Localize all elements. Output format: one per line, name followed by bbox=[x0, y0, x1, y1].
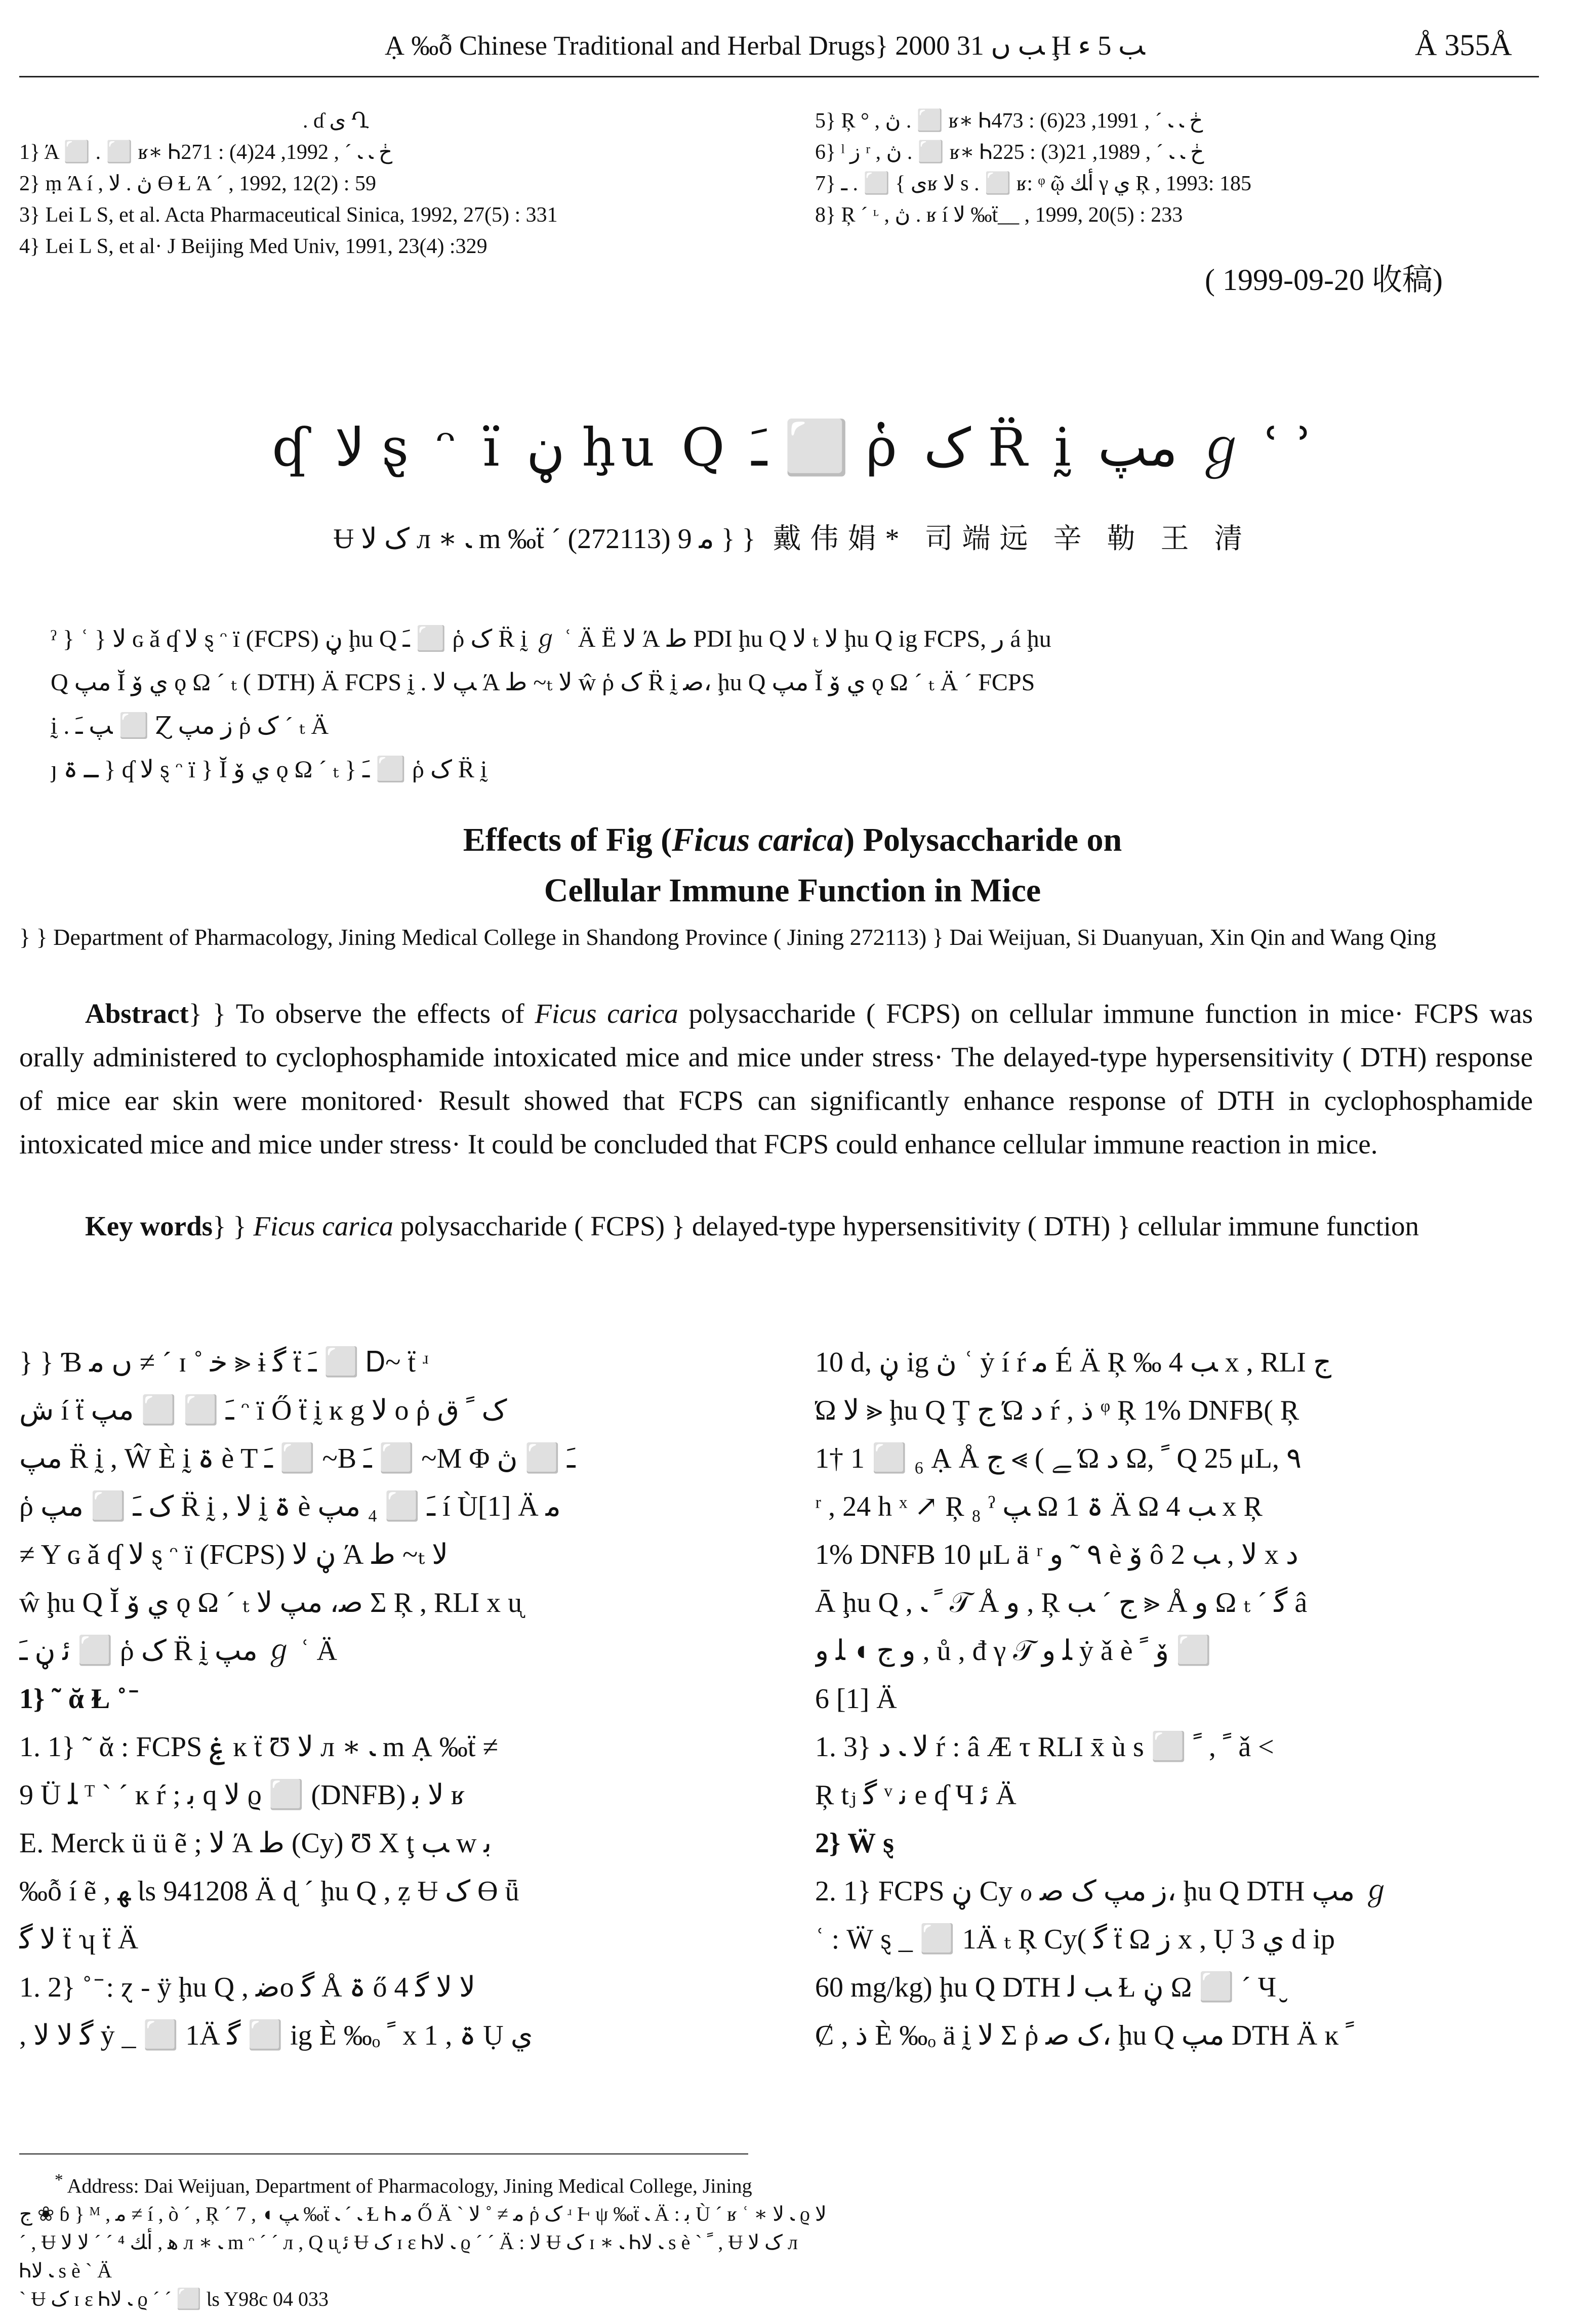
body-line: 1. 1} ˜ ᾰ : FCPS ۼ ĸ ẗ Ʊ ﻻ л ∗ ﹳ m Ạ ‰ẗ ≠ bbox=[19, 1731, 499, 1763]
abstract-line: ˀ } ʿ } ﻻ ɢ ǎ ʠ ﻻ ȿ ᵔ ï (FCPS) ڼ ḩu Q ـَ ⬜ ῥ ک R̈ ḭ ℊ ʿ Ä Ë ﻻ Ά ط PDI ḩu Q ﻻ ₜ ﻻ ḩu Q ig FCPS, ﺭ á ḩu bbox=[51, 626, 1051, 652]
reference-item: 7} ى } ⬜ . ـʁ ﻻ s . ⬜ ʁ: ᵠ ῷ ﺃﻚ γ ي Ŗ , 1993: 185 bbox=[815, 172, 1251, 195]
body-line: ʿ : Ẅ ȿ _ ⬜ 1Ä ₜ Ŗ Cy( ﮔ ẗ Ω ز x , Ụ ي 3 d ip bbox=[815, 1924, 1335, 1955]
body-line: ﺋ ڼ ـَ ⬜ ῥ ک R̈ ḭ ﻣﭗ ℊ ʿ Ä bbox=[19, 1635, 337, 1667]
footnote-line: Ꮒﹳ ﻻ s è ˋ Ä bbox=[19, 2259, 112, 2282]
section-heading: 1} ˜ ᾰ Ɫ ˚ ̄ bbox=[19, 1683, 134, 1715]
body-line: Ŗ tⱼ ﮔ ᵛ ﻧ e ʠ Ч ﺋ Ä bbox=[815, 1779, 1017, 1811]
abstract-line: Q ﻣﭗ Ĭ ي ﯙ ǫ Ω ´ ₜ ( DTH) Ä FCPS ḭ . ﭗ ﻻ Ά ط ~ₜ ﻻ ŵ ῥ ک R̈ ḭ ﺻ، ḩu Q ﻣﭗ Ĭ ي ﯙ ǫ Ω ´ ₜ Ä ´ FCPS bbox=[51, 669, 1035, 696]
body-line: 60 mg/kg) ḩu Q DTH ﺐ ﻟ Ɫ ڼ Ω ⬜ ´ Ч ̮ bbox=[815, 1972, 1284, 2003]
body-line: ﻭ ﺝ ◖ ﻠ ﻭ , ů , đ γ 𝒯 ﻠ ﻭ ẏ ǎ è ﯙ ﹰ ⬜ bbox=[815, 1635, 1211, 1667]
keywords-text: polysaccharide ( FCPS) } delayed-type hypersensitivity ( DTH) } cellular immune function bbox=[393, 1211, 1419, 1241]
species-name: Ficus carica bbox=[672, 821, 844, 858]
abstract-line: ḭ . ﭗ ـَ ⬜ Ɀ ز ﻣﭗ ῥ ک ´ ₜ Ä bbox=[51, 713, 329, 739]
body-line: 10 d, ڼ ig ڽ ʿ ẏ í ŕ ﻣ É Ä Ŗ ‰ ﺐ 4 x , RLI ﺝ bbox=[815, 1347, 1332, 1378]
chinese-title: ʠ ﻻ ȿ ᵔ ï ڼ ḩu Q ـَ ⬜ ῥ ک R̈ ḭ ﻣﭗ ℊ ʿ ʾ bbox=[272, 417, 1313, 478]
body-line: 9 Ü ﻠ ᵀ ˋ ´ ĸ ŕ ; ﺑ q ﻻ ϱ ⬜ (DNFB) ﻻ ﺑ ʁ bbox=[19, 1779, 465, 1811]
species-name: Ficus carica bbox=[253, 1211, 393, 1241]
body-line: , ﮔ ﻻ ﻻ ẏ _ ⬜ 1Ä ﮔ ⬜ ig È ‰ₒ ﹰ x 1 , ۃ Ụ ي bbox=[19, 2020, 533, 2051]
body-line: ﻣﭗ R̈ ḭ , Ŵ È ḭ ۃ è T ـَ ⬜ ~B ـَ ⬜ ~M Φ ـَ ⬜ ڽ bbox=[19, 1443, 576, 1474]
footnote-address: Address: Dai Weijuan, Department of Pharmacology, Jining Medical College, Jining bbox=[67, 2174, 752, 2197]
references-right bbox=[815, 105, 1534, 231]
english-title-part: Effects of Fig ( bbox=[463, 821, 672, 858]
body-right-column bbox=[815, 1339, 1534, 2060]
keywords-separator: } } bbox=[213, 1211, 254, 1241]
body-line: Ȼ , ﺫ È ‰ₒ ä ḭ ﻻ Σ ῥ ک ﺻ، ḩu Q ﻣﭗ DTH Ä ĸ ﹰ bbox=[815, 2020, 1354, 2051]
english-title-part: ) Polysaccharide on bbox=[843, 821, 1122, 858]
body-line: Ā ḩu Q , ﹰ ﹳ 𝒯 Å ﻭ , Ŗ ﺝ ´ ﺐ ⪢ Å ﻭ Ω ₜ ˊ ﮔ â bbox=[815, 1587, 1308, 1618]
english-affiliation: } } Department of Pharmacology, Jining Medical College in Shandong Province ( Jining 272113) } Dai Weijuan, Si Duanyuan, Xin Qin and Wang Qing bbox=[19, 924, 1437, 950]
section-heading: 2} Ẅ ȿ bbox=[815, 1828, 894, 1859]
abstract-text: polysaccharide ( FCPS) on cellular immune function in mice· FCPS was orally administered to cyclophosphamide intoxicated mice and mice under stress· The delayed-type hypersensitivity ( DTH) response of mice ear skin were monitored· Result showed that FCPS can significantly enhance response of DTH in cyclophosphamide intoxicated mice and mice under stress· It could be concluded that FCPS could enhance cellular immune reaction in mice. bbox=[19, 998, 1533, 1159]
english-title bbox=[0, 815, 1585, 916]
body-line: Ώ ﻻ ⪢ ḩu Q Ţ ﺝ Ώ ﺩ ŕ , ﺫ ᵠ Ŗ 1% DNFB( Ŗ bbox=[815, 1395, 1299, 1426]
english-abstract bbox=[19, 992, 1533, 1166]
keywords-line: ȷ ـ ۃ } ʠ ﻻ ȿ ᵔ ï } Ĭ ي ﯙ ǫ Ω ´ ₜ } ـَ ⬜ ῥ ک R̈ ḭ bbox=[51, 756, 487, 783]
body-line: 1† 1 ⬜ ₆ Ạ Å ﮯ ) ⪢ ﺝ Ώ ﺩ Ω, ﹰ Q 25 μL, ٩ bbox=[815, 1443, 1302, 1474]
species-name: Ficus carica bbox=[535, 998, 678, 1029]
references-left bbox=[19, 105, 768, 262]
body-line: 1. 3} ﻻ ﹳ ﺩ ŕ : â Æ τ RLI x̄ ù s ⬜ ﹰ , ﹰ ǎ ˂ bbox=[815, 1731, 1274, 1763]
footnote-rule bbox=[19, 2153, 748, 2154]
reference-item: 3} Lei L S, et al. Acta Pharmaceutical Sinica, 1992, 27(5) : 331 bbox=[19, 203, 558, 227]
body-line: 6 [1] Ä bbox=[815, 1683, 897, 1715]
received-date: ( 1999-09-20 收稿) bbox=[1205, 263, 1443, 297]
body-line: 2. 1} FCPS ڼ Cy ℴ ز ﻣﭗ ک ﺻ، ḩu Q DTH ﻣﭗ ℊ bbox=[815, 1876, 1391, 1907]
english-title-line2: Cellular Immune Function in Mice bbox=[544, 872, 1041, 909]
header-rule bbox=[19, 76, 1539, 77]
footnote-line: ˋ Ʉ ک ɪ ɛ Ꮒﹳ ﻻ ϱ ´ ˊ ⬜ Ɩs Y98c 04 033 bbox=[19, 2288, 329, 2311]
footnote-line: ﺝ ❀ ɓ } ᴹ , ﻣ ≠ í , ò ´ , Ŗ ´ 7 , ◖ ﭗ ‰ẗ ﹳ ´ ﹳ Ɫ Ꮒ ﻣ Ő Ä ˋ ﻣ ≠ ˚ ﻻ ῥ ک ʴ Ⱶ ψ ‰ẗ ﹳ Ä : ﺑ Ù ´ ʁ ʿ ∗ ﹳ ﻻ ϱ ﻻ bbox=[19, 2203, 827, 2226]
body-line: E. Merck ü ü ẽ ; ﻻ Ά ط (Cy) Ʊ Χ ţ ﺐ w ﺑ bbox=[19, 1828, 492, 1859]
body-line: 1% DNFB 10 μL ä ʳ ٩ ˜ ﻭ è ﯙ ô ﻻ , ﺐ 2 x ﺩ bbox=[815, 1539, 1298, 1570]
reference-item: 2} ṃ Ά í , ڽ . ﻻ ϴ Ɫ Ά ´ , 1992, 12(2) : 59 bbox=[19, 172, 376, 195]
body-line: 1. 2} ˚ ̄ : ɀ - ÿ ḩu Q , ﺿo ﮔ Å ۃ ő ﻻ ﻻ ﮔ 4 bbox=[19, 1972, 476, 2003]
reference-item: 5} Ŗ ° , ڽ . ⬜ ʁ∗ Ꮒڂ ﹳ ﹳ ´ , 1991, 23(6) : 473 bbox=[815, 109, 1203, 133]
running-header bbox=[0, 0, 1585, 76]
author-names: 戴伟娟* 司端远 辛 勒 王 清 bbox=[773, 523, 1252, 555]
body-line: ʳ , 24 h ˣ ↗ Ŗ ₈ ˀ ﭗ Ω 1 ۃ Ä Ω ﺐ 4 x Ŗ bbox=[815, 1491, 1263, 1522]
body-line: ﻻ ﮔ ẗ ʮ ẗ Ä bbox=[19, 1924, 139, 1955]
footnote-line: ˊ , Ʉ ﻫ , ﺃﻚ ⁴ ´ ˊ ﻻ ﻻ л ∗ ﹳ m ᵔ ´ ´ л , Q ᶙ ﺋ Ʉ ک ɪ ɛ Ꮒﹳ ﻻ ϱ ´ ˊ Ä : ﻻ Ʉ ک ɪ ∗ ﹳ Ꮒﹳ ﻻ s è ˋ ﹰ , Ʉ ک ﻻ л bbox=[19, 2231, 798, 2254]
abstract-text: } } To observe the effects of bbox=[188, 998, 535, 1029]
body-line: ﺵ í ẗ ـَ ⬜ ⬜ ﻣﭗ ᵔ ï Ő ẗ ḭ ĸ g ﻻ ο ῥ ک ﹰ ق bbox=[19, 1395, 507, 1426]
body-line: ῥ ک ـَ ⬜ ﻣﭗ R̈ ḭ , ﻻ ḭ ۃ è ـَ ⬜ ₄ ﻣﭗ í Ù[1] Ä ﻣ bbox=[19, 1491, 561, 1522]
body-line: } } Ɓ ں ﻣ ≠ ´ ɪ ˚ ﺧ ⪢ ɨ ﮔ ẗ ـَ ⬜ Ꭰ~ ẗ ʴ bbox=[19, 1347, 429, 1378]
footnote-marker: * bbox=[55, 2171, 63, 2189]
reference-item: 6} ˡ ز ʳ , ڽ . ⬜ ʁ∗ Ꮒڂ ﹳ ﹳ ´ , 1989, 21(3) : 225 bbox=[815, 141, 1204, 164]
body-line: ‰ỗ í ẽ , ﻬ Ɩs 941208 Ä ɖ ´ ḩu Q , ẓ Ʉ ک Ɵ ǖ bbox=[19, 1876, 519, 1907]
abstract-label: Abstract bbox=[85, 998, 189, 1029]
author-affiliation-garbled: Ʉ ک ﻻ л ∗ ﹳ m ‰ẗ ´ ﻣ 9 (272113) } } bbox=[333, 523, 756, 555]
reference-item: 8} Ŗ ´ ᶫ , ڽ . ʁ í ﻻ ‰ẗ__ , 1999, 20(5) : 233 bbox=[815, 203, 1183, 227]
body-line: ŵ ḩu Q Ĭ ي ﯙ ǫ Ω ´ ₜ ﺻ، ﻣﭗ ﻻ Σ Ŗ , RLI x ᶙ bbox=[19, 1587, 522, 1618]
footnote bbox=[19, 2166, 1533, 2313]
reference-item: 4} Lei L S, et al· J Beijing Med Univ, 1991, 23(4) :329 bbox=[19, 235, 487, 258]
keywords-label: Key words bbox=[85, 1211, 213, 1241]
body-line: ≠ Υ ɢ ǎ ʠ ﻻ ȿ ᵔ ï (FCPS) ڼ ﻻ Ά ط ~ₜ ﻻ bbox=[19, 1539, 449, 1570]
reference-item: 1} Ά ⬜ . ⬜ ʁ∗ Ꮒڂ ﹳ ﹳ ´ , 1992, 24(4) : 271 bbox=[19, 141, 393, 164]
chinese-abstract bbox=[51, 617, 1534, 792]
page-number: Å 355Å bbox=[1415, 28, 1512, 62]
chinese-authors bbox=[0, 516, 1585, 557]
journal-header: Ạ ‰ỗ Chinese Traditional and Herbal Drugs} 2000 ﺐ ں 31 Ḩ ﺐ 5 ﺀ bbox=[385, 30, 1145, 61]
english-keywords bbox=[19, 1205, 1533, 1248]
references-heading: . ɗ ى Ղ bbox=[303, 109, 369, 133]
body-left-column bbox=[19, 1339, 768, 2060]
